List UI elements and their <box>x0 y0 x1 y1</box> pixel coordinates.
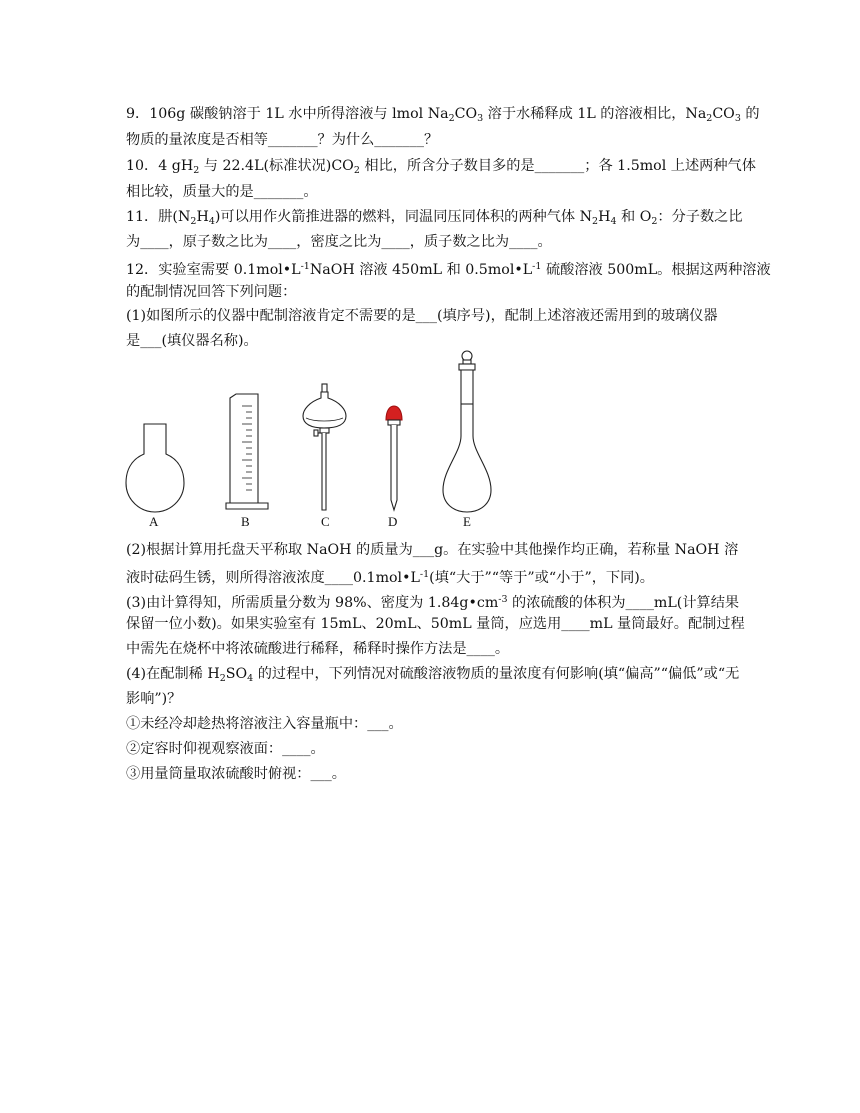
separatory-funnel-icon <box>303 384 346 510</box>
question-12-part-2-line-1: (2)根据计算用托盘天平称取 NaOH 的质量为___g。在实验中其他操作均正确，若称量 NaOH 溶 <box>126 542 739 558</box>
label-e: E <box>463 514 471 529</box>
question-11-line-1: 11．肼$(N_2H_4)$可以用作火箭推进器的燃料，同温同压同体积的两种气体 $N_2H_4$ 和 $O_2$：分子数之比 <box>126 209 743 227</box>
question-12-line-2: 的配制情况回答下列问题： <box>126 284 297 300</box>
label-d: D <box>388 514 398 529</box>
question-10-line-1: 10．4 $gH_2$ 与 22.4L(标准状况)$CO_2$ 相比，所含分子数目多的是_______；各 1.5mol 上述两种气体 <box>126 158 756 176</box>
round-bottom-flask-icon <box>126 424 184 512</box>
question-12-item-3: ③用量筒量取浓硫酸时俯视：___。 <box>126 766 346 782</box>
question-12-item-1: ①未经冷却趁热将溶液注入容量瓶中：___。 <box>126 716 403 732</box>
graduated-cylinder-icon <box>226 394 268 509</box>
question-12-item-2: ②定容时仰视观察液面：____。 <box>126 741 325 757</box>
question-9-line-1: 9．106g 碳酸钠溶于 1L 水中所得溶液与 lmol $Na_2CO_3$ 溶于水稀释成 1L 的溶液相比，$Na_2CO_3$ 的 <box>126 106 760 124</box>
question-11-line-2: 为____，原子数之比为____，密度之比为____，质子数之比为____。 <box>126 234 552 250</box>
label-b: B <box>241 514 250 529</box>
question-12-line-1: 12．实验室需要 $0.1mol•L^{-1}NaOH$ 溶液 450mL 和 $0.5mol•L^{-1}$ 硫酸溶液 500mL。根据这两种溶液 <box>126 261 771 278</box>
question-12-part-3-line-2: 保留一位小数)。如果实验室有 15mL、20mL、50mL 量筒，应选用____mL 量筒最好。配制过程 <box>126 616 745 632</box>
question-12-part-2-line-2: 液时砝码生锈，则所得溶液浓度$\_\_\_\_0.1mol•L^{-1}$(填“大于”“等于”或“小于”，下同)。 <box>126 569 654 586</box>
question-9-line-2: 物质的量浓度是否相等_______？为什么_______？ <box>126 132 439 148</box>
label-c: C <box>321 514 330 529</box>
question-12-part-1-line-2: 是___(填仪器名称)。 <box>126 333 258 349</box>
volumetric-flask-icon <box>443 351 491 512</box>
dropper-icon <box>386 406 402 510</box>
question-12-part-4-line-1: (4)在配制稀 $H_2SO_4$ 的过程中，下列情况对硫酸溶液物质的量浓度有何影响(填“偏高”“偏低”或“无 <box>126 666 740 684</box>
question-12-part-3-line-1: (3)由计算得知，所需质量分数为 98%、密度为 $1.84g•cm^{-3}$ 的浓硫酸的体积为____mL(计算结果 <box>126 594 740 611</box>
question-10-line-2: 相比较，质量大的是_______。 <box>126 184 318 200</box>
label-a: A <box>149 514 159 529</box>
question-12-part-1-line-1: (1)如图所示的仪器中配制溶液肯定不需要的是___(填序号)，配制上述溶液还需用到的玻璃仪器 <box>126 308 718 324</box>
question-12-part-3-line-3: 中需先在烧杯中将浓硫酸进行稀释，稀释时操作方法是____。 <box>126 641 510 657</box>
question-12-part-4-line-2: 影响”)？ <box>126 691 182 707</box>
glassware-figure <box>118 348 518 533</box>
